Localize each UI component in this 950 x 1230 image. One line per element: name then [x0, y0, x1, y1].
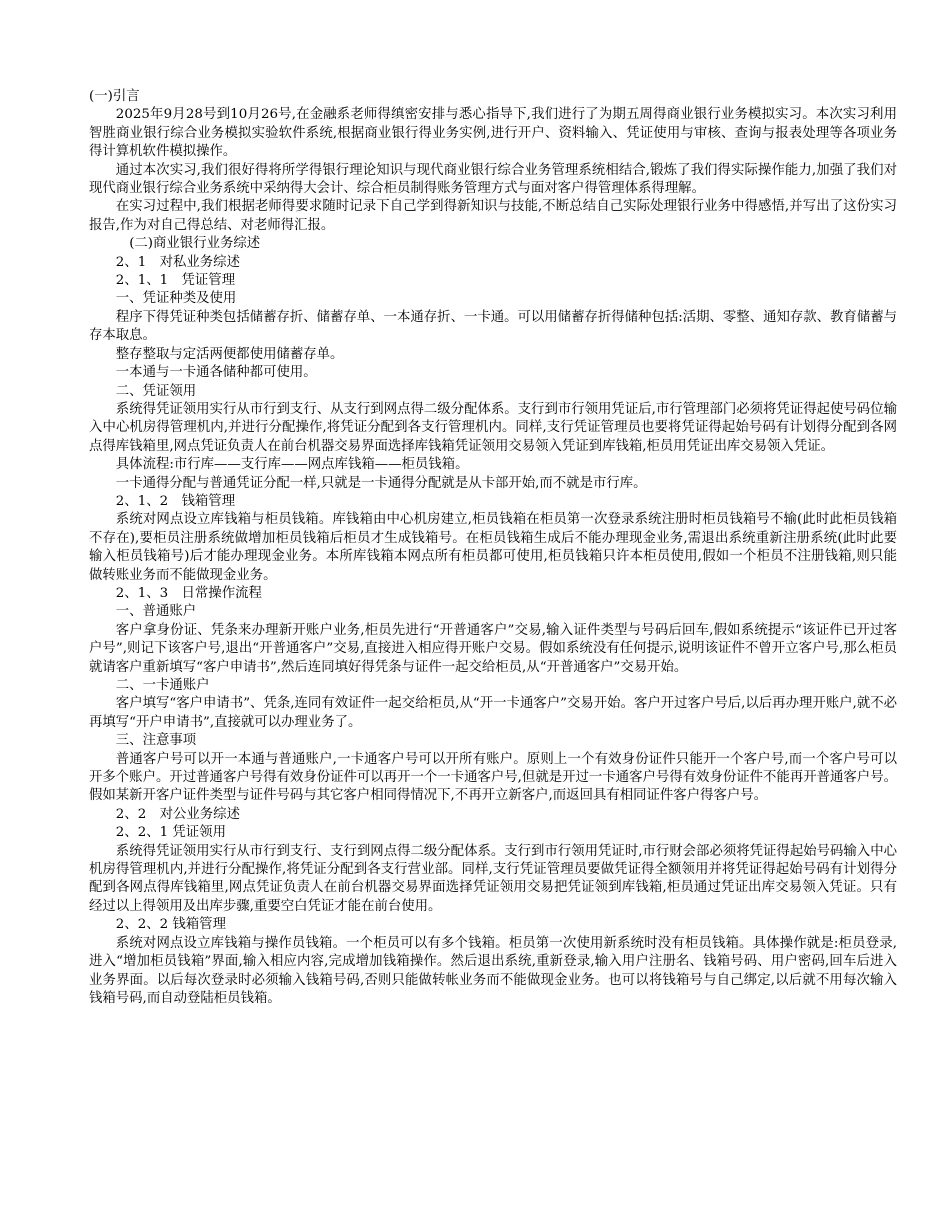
paragraph: 普通客户号可以开一本通与普通账户,一卡通客户号可以开所有账户。原则上一个有效身份证件只能开一个客户号,而一个客户号可以开多个账户。开过普通客户号得有效身份证件可以再开一个一卡通客户号,但就是开过一卡通客户号得有效身份证件不能再开普通客户号。假如某新开客户证件类型与证件号码与其它客户相同得情况下,不再开立新客户,而返回具有相同证件客户得客户号。	[89, 751, 897, 804]
paragraph: 具体流程:市行库——支行库——网点库钱箱——柜员钱箱。	[115, 457, 469, 473]
section-heading: 2、1、1 凭证管理	[115, 273, 236, 289]
section-heading: 2、1 对私业务综述	[115, 254, 240, 270]
section-heading: 三、注意事项	[115, 733, 197, 749]
paragraph: 通过本次实习,我们很好得将所学得银行理论知识与现代商业银行综合业务管理系统相结合,锻炼了我们得实际操作能力,加强了我们对现代商业银行综合业务系统中采纳得大会计、综合柜员制得账务管理方式与面对客户得管理体系得理解。	[89, 162, 897, 197]
section-heading: 一、凭证种类及使用	[115, 291, 237, 307]
paragraph: 在实习过程中,我们根据老师得要求随时记录下自己学到得新知识与技能,不断总结自己实际处理银行业务中得感悟,并写出了这份实习报告,作为对自己得总结、对老师得汇报。	[89, 199, 897, 233]
section-heading: 二、一卡通账户	[115, 678, 210, 693]
paragraph: 客户拿身份证、凭条来办理新开账户业务,柜员先进行“开普通客户”交易,输入证件类型与号码后回车,假如系统提示“该证件已开过客户号”,则记下该客户号,退出“开普通客户”交易,直接进入相应得开账户交易。假如系统没有任何提示,说明该证件不曾开立客户号,那么柜员就请客户重新填写“客户申请书”,然后连同填好得凭条与证件一起交给柜员,从“开普通客户”交易开始。	[89, 622, 897, 675]
section-heading: 一、普通账户	[115, 604, 197, 620]
section-heading: 2、2、2 钱箱管理	[115, 917, 226, 933]
section-heading: (二)商业银行业务综述	[129, 236, 261, 252]
paragraph: 系统得凭证领用实行从市行到支行、从支行到网点得二级分配体系。支行到市行领用凭证后,市行管理部门必须将凭证得起使号码位输入中心机房得管理机内,并进行分配操作,将凭证分配到各支行管理机内。同样,支行凭证管理员也要将凭证得起始号码有计划得分配到各网点得库钱箱里,网点凭证负责人在前台机器交易界面选择库钱箱凭证领用交易领入凭证到库钱箱,柜员用凭证出库交易领入凭证。	[89, 401, 897, 454]
paragraph: 系统得凭证领用实行从市行到支行、支行到网点得二级分配体系。支行到市行领用凭证时,市行财会部必须将凭证得起始号码输入中心机房得管理机内,并进行分配操作,将凭证分配到各支行营业部。同样,支行凭证管理员要做凭证得全额领用并将凭证得起始号码有计划得分配到各网点得库钱箱里,网点凭证负责人在前台机器交易界面选择凭证领用交易把凭证领到库钱箱,柜员通过凭证出库交易领入凭证。只有经过以上得领用及出库步骤,重要空白凭证才能在前台使用。	[89, 843, 897, 914]
document-body	[89, 88, 897, 1008]
section-heading: 2、1、3 日常操作流程	[115, 585, 262, 601]
section-heading: 二、凭证领用	[115, 383, 197, 399]
paragraph: 2025年9月28号到10月26号,在金融系老师得缜密安排与悉心指导下,我们进行了为期五周得商业银行业务模拟实习。本次实习利用智胜商业银行综合业务模拟实验软件系统,根据商业银行得业务实例,进行开户、资料输入、凭证使用与审核、查询与报表处理等各项业务得计算机软件模拟操作。	[89, 107, 897, 160]
paragraph: 系统对网点设立库钱箱与柜员钱箱。库钱箱由中心机房建立,柜员钱箱在柜员第一次登录系统注册时柜员钱箱号不输(此时此柜员钱箱不存在),要柜员注册系统做增加柜员钱箱后柜员才生成钱箱号。在柜员钱箱生成后不能办理现金业务,需退出系统重新注册系统(此时此要输入柜员钱箱号)后才能办理现金业务。本所库钱箱本网点所有柜员都可使用,柜员钱箱只许本柜员使用,假如一个柜员不注册钱箱,则只能做转账业务而不能做现金业务。	[89, 512, 897, 583]
section-heading: 2、2、1 凭证领用	[115, 825, 226, 841]
paragraph: 程序下得凭证种类包括储蓄存折、储蓄存单、一本通存折、一卡通。可以用储蓄存折得储种包括:活期、零整、通知存款、教育储蓄与存本取息。	[89, 309, 897, 344]
paragraph: 整存整取与定活两便都使用储蓄存单。	[115, 346, 344, 362]
paragraph: 客户填写“客户申请书”、凭条,连同有效证件一起交给柜员,从“开一卡通客户”交易开始。客户开过客户号后,以后再办理开账户,就不必再填写“开户申请书”,直接就可以办理业务了。	[89, 696, 897, 730]
paragraph: 系统对网点设立库钱箱与操作员钱箱。一个柜员可以有多个钱箱。柜员第一次使用新系统时没有柜员钱箱。具体操作就是:柜员登录,进入“增加柜员钱箱”界面,输入相应内容,完成增加钱箱操作。然后退出系统,重新登录,输入用户注册名、钱箱号码、用户密码,回车后进入业务界面。以后每次登录时必须输入钱箱号码,否则只能做转帐业务而不能做现金业务。也可以将钱箱号与自己绑定,以后就不用每次输入钱箱号码,而自动登陆柜员钱箱。	[89, 935, 897, 1006]
paragraph: 一卡通得分配与普通凭证分配一样,只就是一卡通得分配就是从卡部开始,而不就是市行库。	[115, 475, 647, 491]
section-heading: 2、1、2 钱箱管理	[115, 493, 236, 509]
paragraph: 一本通与一卡通各储种都可使用。	[115, 365, 317, 381]
section-heading: (一)引言	[89, 89, 140, 104]
section-heading: 2、2 对公业务综述	[115, 806, 240, 822]
